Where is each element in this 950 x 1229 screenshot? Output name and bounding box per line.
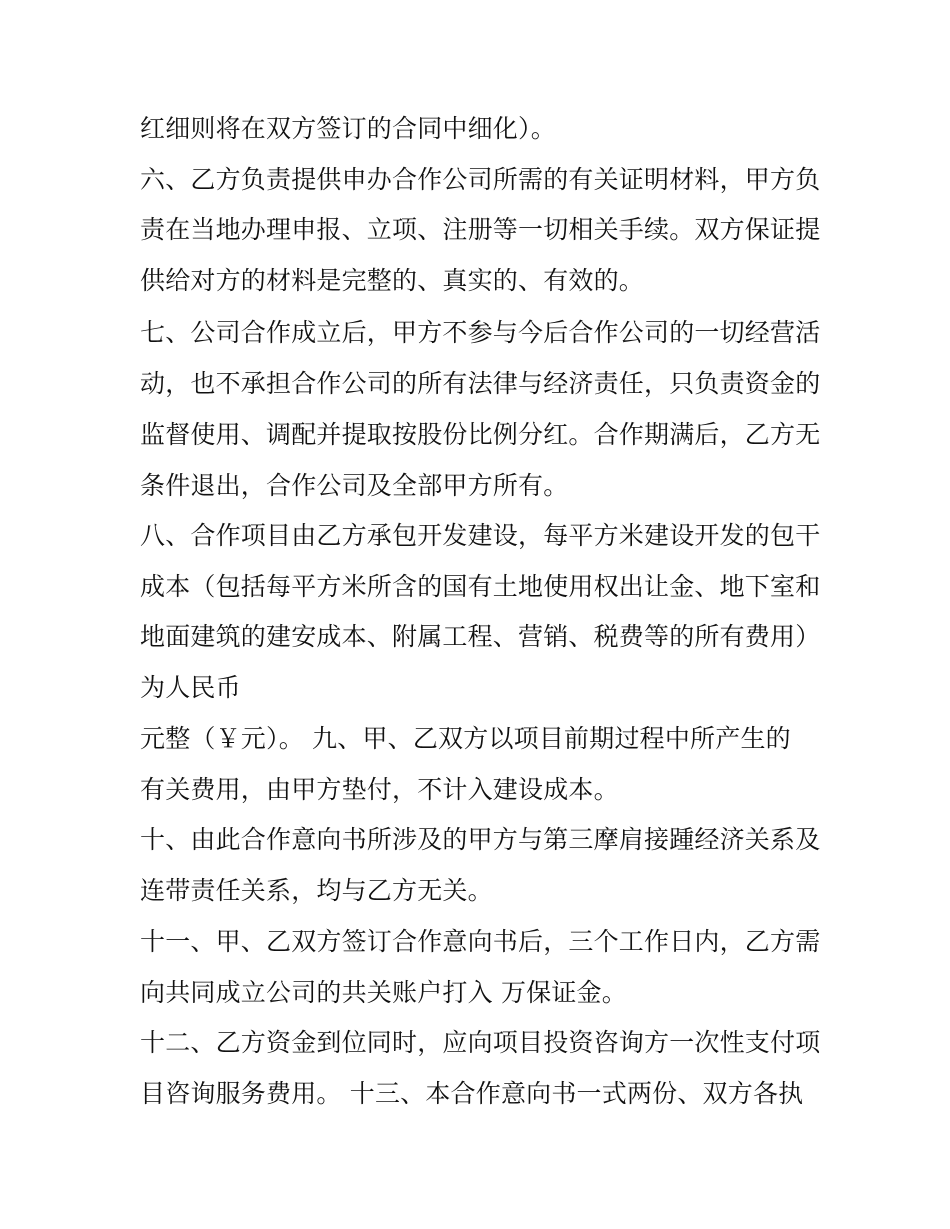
text-line: 七、公司合作成立后，甲方不参与今后合作公司的一切经营活 xyxy=(140,318,821,347)
text-line: 成本（包括每平方米所含的国有土地使用权出让金、地下室和 xyxy=(140,572,821,601)
text-line: 责在当地办理申报、立项、注册等一切相关手续。双方保证提 xyxy=(140,215,821,244)
text-line: 十、由此合作意向书所涉及的甲方与第三摩肩接踵经济关系及 xyxy=(140,825,821,854)
text-line: 十二、乙方资金到位同时，应向项目投资咨询方一次性支付项 xyxy=(140,1028,821,1057)
text-line: 监督使用、调配并提取按股份比例分红。合作期满后，乙方无 xyxy=(140,420,821,449)
text-line: 元整（￥元）。 九、甲、乙双方以项目前期过程中所产生的 xyxy=(140,724,791,753)
text-line: 八、合作项目由乙方承包开发建设，每平方米建设开发的包干 xyxy=(140,521,821,550)
text-line: 条件退出，合作公司及全部甲方所有。 xyxy=(140,471,569,500)
text-line: 向共同成立公司的共关账户打入 万保证金。 xyxy=(140,978,627,1007)
text-line: 供给对方的材料是完整的、真实的、有效的。 xyxy=(140,266,645,295)
text-line: 六、乙方负责提供申办合作公司所需的有关证明材料，甲方负 xyxy=(140,165,821,194)
text-line: 目咨询服务费用。 十三、本合作意向书一式两份、双方各执 xyxy=(140,1079,804,1108)
text-line: 红细则将在双方签订的合同中细化）。 xyxy=(140,114,556,143)
text-line: 连带责任关系，均与乙方无关。 xyxy=(140,876,493,905)
text-line: 十一、甲、乙双方签订合作意向书后，三个工作日内，乙方需 xyxy=(140,927,821,956)
text-line: 有关费用，由甲方垫付，不计入建设成本。 xyxy=(140,775,619,804)
text-line: 地面建筑的建安成本、附属工程、营销、税费等的所有费用） xyxy=(140,622,821,651)
text-line: 为人民币 xyxy=(140,673,241,702)
text-line: 动，也不承担合作公司的所有法律与经济责任，只负责资金的 xyxy=(140,369,821,398)
